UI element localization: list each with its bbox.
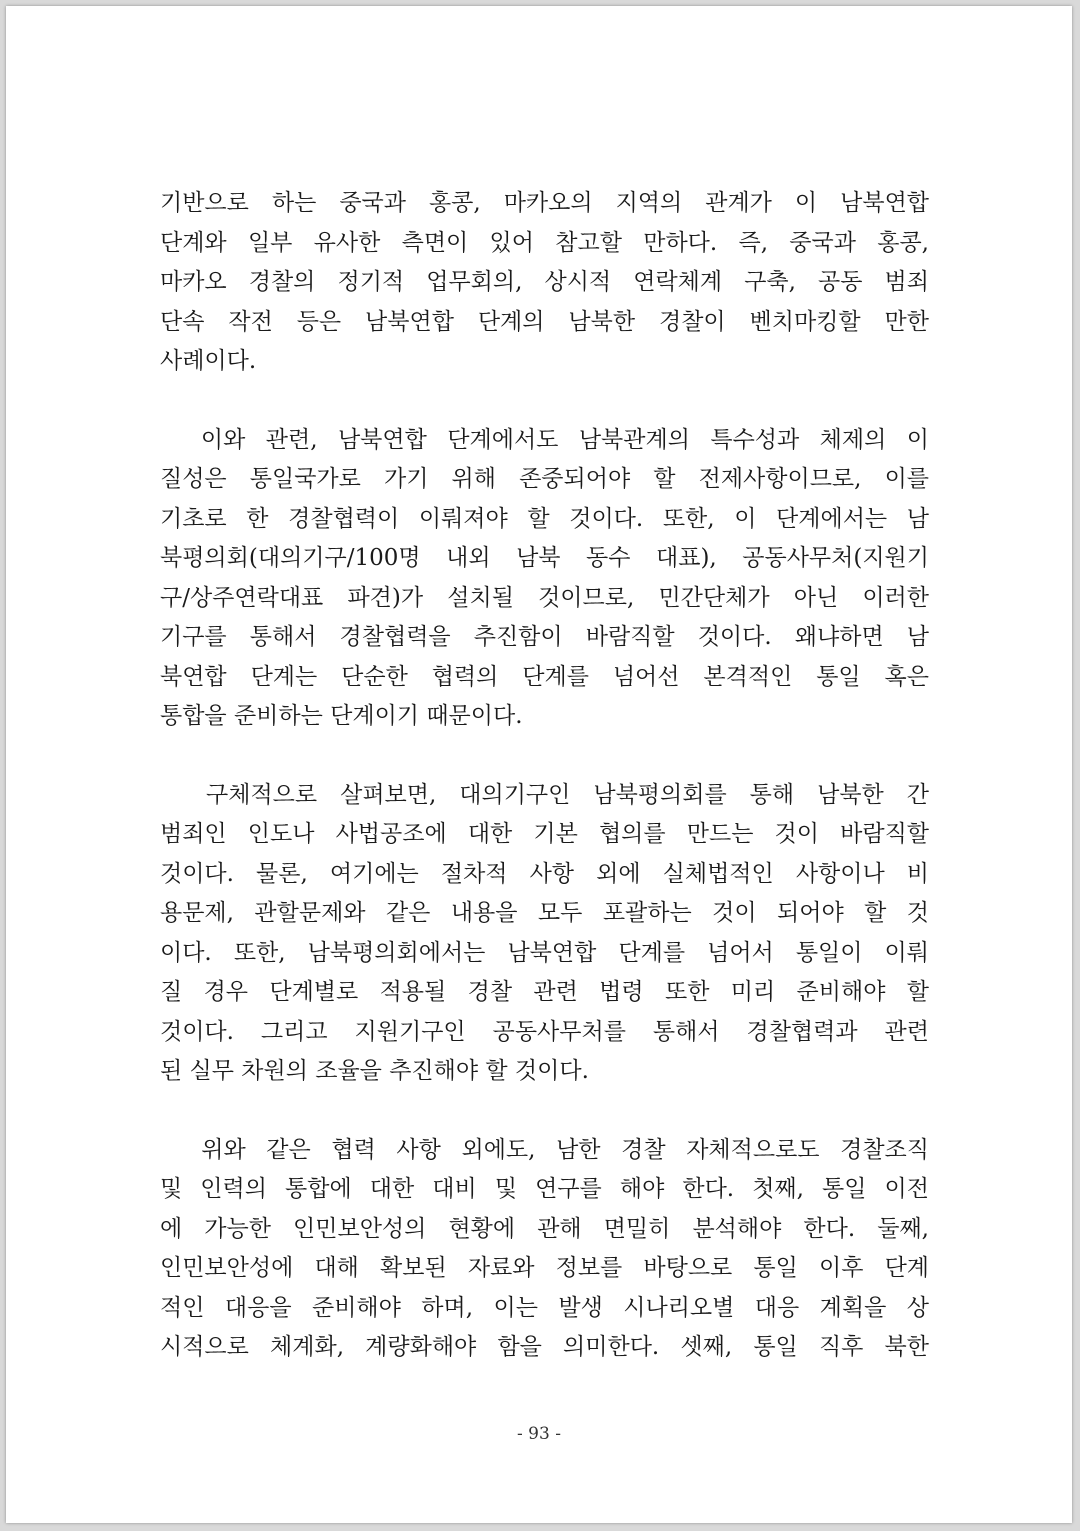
paragraph-1 [160, 184, 929, 382]
text-line: 질 경우 단계별로 적용될 경찰 관련 법령 또한 미리 준비해야 할 [160, 979, 929, 1005]
text-line: 이와 관련, 남북연합 단계에서도 남북관계의 특수성과 체제의 이 [160, 426, 929, 453]
text-line: 북연합 단계는 단순한 협력의 단계를 넘어선 본격적인 통일 혹은 [160, 663, 929, 690]
text-line: 구/상주연락대표 파견)가 설치될 것이므로, 민간단체가 아닌 이러한 [160, 584, 929, 611]
document-page [6, 6, 1072, 1523]
text-line: 위와 같은 협력 사항 외에도, 남한 경찰 자체적으로도 경찰조직 [160, 1136, 929, 1163]
paragraph-4 [160, 1131, 929, 1368]
text-line: 사례이다. [160, 348, 257, 374]
text-line: 북평의회(대의기구/100명 내외 남북 동수 대표), 공동사무처(지원기 [160, 545, 929, 571]
text-line: 질성은 통일국가로 가기 위해 존중되어야 할 전제사항이므로, 이를 [160, 466, 929, 492]
text-line: 마카오 경찰의 정기적 업무회의, 상시적 연락체계 구축, 공동 범죄 [160, 269, 929, 295]
page-number: - 93 - [517, 1424, 561, 1444]
text-line: 인민보안성에 대해 확보된 자료와 정보를 바탕으로 통일 이후 단계 [160, 1255, 929, 1281]
text-line: 이다. 또한, 남북평의회에서는 남북연합 단계를 넘어서 통일이 이뤄 [160, 939, 929, 966]
text-line: 시적으로 체계화, 계량화해야 함을 의미한다. 셋째, 통일 직후 북한 [160, 1334, 929, 1360]
text-line: 에 가능한 인민보안성의 현황에 관해 면밀히 분석해야 한다. 둘째, [160, 1215, 929, 1242]
text-line: 및 인력의 통합에 대한 대비 및 연구를 해야 한다. 첫째, 통일 이전 [160, 1176, 929, 1202]
text-line: 기초로 한 경찰협력이 이뤄져야 할 것이다. 또한, 이 단계에서는 남 [160, 505, 929, 532]
text-line: 단계와 일부 유사한 측면이 있어 참고할 만하다. 즉, 중국과 홍콩, [160, 229, 929, 256]
paragraph-3 [160, 776, 929, 1092]
text-line: 용문제, 관할문제와 같은 내용을 모두 포괄하는 것이 되어야 할 것 [160, 900, 929, 926]
text-line: 것이다. 물론, 여기에는 절차적 사항 외에 실체법적인 사항이나 비 [160, 860, 929, 887]
text-line: 통합을 준비하는 단계이기 때문이다. [160, 703, 523, 729]
text-line: 기반으로 하는 중국과 홍콩, 마카오의 지역의 관계가 이 남북연합 [160, 190, 929, 216]
paragraph-2 [160, 421, 929, 737]
body-text [160, 184, 929, 1407]
text-line: 것이다. 그리고 지원기구인 공동사무처를 통해서 경찰협력과 관련 [160, 1018, 929, 1045]
text-line: 적인 대응을 준비해야 하며, 이는 발생 시나리오별 대응 계획을 상 [160, 1294, 929, 1321]
text-line: 구체적으로 살펴보면, 대의기구인 남북평의회를 통해 남북한 간 [160, 781, 929, 808]
text-line: 기구를 통해서 경찰협력을 추진함이 바람직할 것이다. 왜냐하면 남 [160, 624, 929, 650]
text-line: 된 실무 차원의 조율을 추진해야 할 것이다. [160, 1058, 589, 1084]
text-line: 단속 작전 등은 남북연합 단계의 남북한 경찰이 벤치마킹할 만한 [160, 308, 929, 335]
text-line: 범죄인 인도나 사법공조에 대한 기본 협의를 만드는 것이 바람직할 [160, 821, 929, 847]
